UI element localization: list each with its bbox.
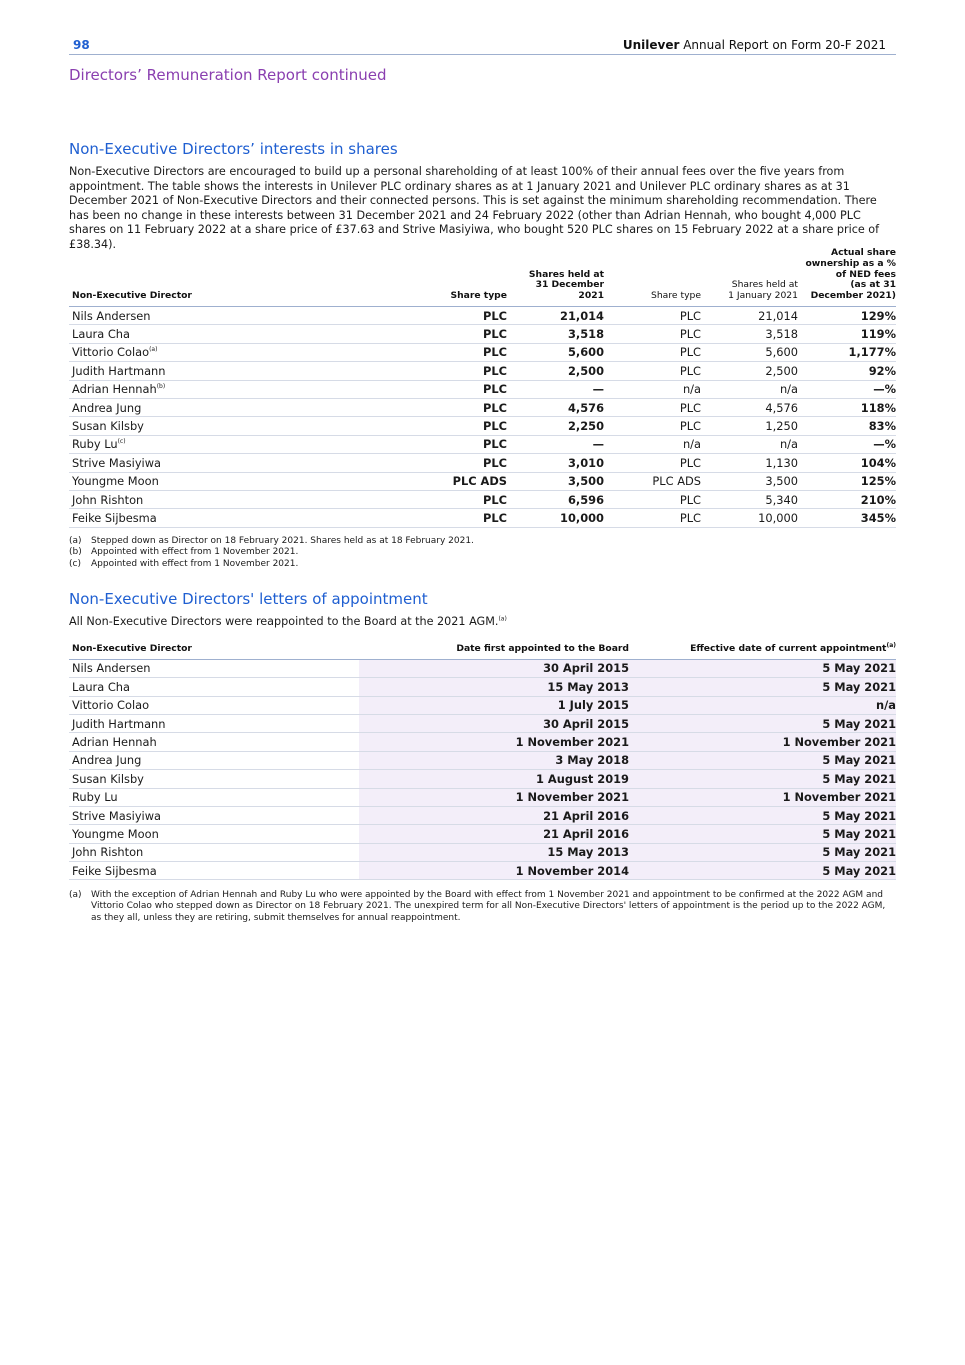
page-header [69,37,896,55]
shares-held-dec: 10,000 [507,509,604,527]
director-name: Susan Kilsby [69,770,359,788]
footnote-text: Stepped down as Director on 18 February 2021. Shares held as at 18 February 2021. [91,536,474,546]
director-name-cell [69,435,429,453]
shares-table-body [69,306,896,527]
page-number: 98 [73,38,90,52]
col-held-dec: Shares held at 31 December 2021 [528,268,604,302]
date-first-appointed: 21 April 2016 [359,825,629,843]
footnote-text: With the exception of Adrian Hennah and Ruby Lu who were appointed by the Board with effect from 1 November 2021 and appointment to be confirmed at the 2022 AGM and Vittorio Colao who stepped down as Director on 18 February 2021. The unexpired term for all Non-Executive Directors' letters of appointment is the period up to the 2022 AGM, as they all, unless they are retiring, submit themselves for annual reappointment. [91,890,886,923]
director-name: Strive Masiyiwa [72,455,162,470]
director-name: Vittorio Colao [69,696,359,714]
date-current-appointment: 5 May 2021 [629,659,896,677]
director-name-cell [69,380,429,398]
ownership-pct: —% [798,435,896,453]
col-current-appointment: Effective date of current appointment$^{(a)}$ [690,641,896,654]
share-type-dec: PLC [429,509,507,527]
date-first-appointed: 1 August 2019 [359,770,629,788]
table-row [69,843,896,861]
director-name-cell [69,343,429,361]
share-type-dec: PLC [429,325,507,343]
share-type-jan: PLC [604,454,701,472]
date-first-appointed: 1 November 2021 [359,788,629,806]
col-director: Non-Executive Director [72,290,192,302]
shares-footnotes [69,536,896,570]
share-type-dec: PLC [429,454,507,472]
date-first-appointed: 30 April 2015 [359,714,629,732]
footnote [69,547,896,558]
shares-held-dec: 2,250 [507,417,604,435]
shares-intro [69,165,896,253]
director-name: John Rishton [72,492,144,507]
director-name: Laura Cha [72,327,130,342]
shares-held-dec: 2,500 [507,362,604,380]
date-current-appointment: 5 May 2021 [629,806,896,824]
director-name: Adrian Hennah [69,733,359,751]
footnote [69,890,896,924]
director-name: Susan Kilsby [72,419,144,434]
director-name: John Rishton [69,843,359,861]
footnote-key: (a) [69,536,82,546]
date-current-appointment: 5 May 2021 [629,770,896,788]
share-type-dec: PLC [429,398,507,416]
shares-held-dec: 4,576 [507,398,604,416]
date-first-appointed: 21 April 2016 [359,806,629,824]
table-row [69,696,896,714]
footnote-marker: (b) [156,383,166,391]
share-type-dec: PLC [429,380,507,398]
document-title-rest: Annual Report on Form 20-F 2021 [679,38,886,52]
director-name-cell [69,490,429,508]
date-first-appointed: 3 May 2018 [359,751,629,769]
date-first-appointed: 1 November 2021 [359,733,629,751]
date-current-appointment: 5 May 2021 [629,714,896,732]
table-row [69,806,896,824]
ownership-pct: 125% [798,472,896,490]
date-first-appointed: 1 November 2014 [359,862,629,880]
shares-held-jan: n/a [701,380,798,398]
date-current-appointment: n/a [629,696,896,714]
director-name: Nils Andersen [69,659,359,677]
date-current-appointment: 5 May 2021 [629,751,896,769]
footnote-key: (c) [69,558,81,569]
footnote-text: Appointed with effect from 1 November 2021. [91,558,299,569]
table-row [69,490,896,508]
director-name: Adrian Hennah [72,382,157,397]
col-letters-director: Non-Executive Director [72,643,192,654]
director-name-cell [69,325,429,343]
footnote-marker: (c) [117,438,126,446]
share-type-jan: PLC [604,362,701,380]
table-row [69,472,896,490]
table-row [69,678,896,696]
shares-held-jan: 3,500 [701,472,798,490]
shares-held-jan: 1,250 [701,417,798,435]
date-current-appointment: 5 May 2021 [629,678,896,696]
share-type-jan: PLC ADS [604,472,701,490]
share-type-dec: PLC [429,435,507,453]
share-type-dec: PLC [429,343,507,361]
share-type-dec: PLC [429,417,507,435]
date-first-appointed: 15 May 2013 [359,843,629,861]
letters-intro-text: All Non-Executive Directors were reappointed to the Board at the 2021 AGM. [69,615,499,628]
ownership-pct: 83% [798,417,896,435]
date-current-appointment: 1 November 2021 [629,733,896,751]
letters-table-header [69,644,896,659]
letters-intro-note: (a) [498,615,507,623]
director-name: Judith Hartmann [69,714,359,732]
director-name: Judith Hartmann [72,363,166,378]
table-row [69,343,896,361]
footnote-key: (a) [69,890,82,900]
share-type-dec: PLC [429,306,507,324]
shares-held-jan: 10,000 [701,509,798,527]
table-row [69,398,896,416]
shares-held-jan: 1,130 [701,454,798,472]
director-name: Laura Cha [69,678,359,696]
share-type-jan: PLC [604,398,701,416]
shares-held-jan: 3,518 [701,325,798,343]
table-row [69,362,896,380]
table-row [69,417,896,435]
letters-table-body [69,659,896,880]
table-row [69,306,896,324]
share-type-dec: PLC ADS [429,472,507,490]
col-held-jan: Shares held at 1 January 2021 [728,279,798,302]
shares-held-jan: 21,014 [701,306,798,324]
shares-held-dec: — [507,435,604,453]
section-title: Directors’ Remuneration Report continued [69,66,387,84]
footnote-text: Appointed with effect from 1 November 2021. [91,547,299,558]
ownership-pct: 92% [798,362,896,380]
director-name-cell [69,362,429,380]
shares-held-jan: 5,600 [701,343,798,361]
date-first-appointed: 1 July 2015 [359,696,629,714]
footnote-marker: (a) [149,346,158,354]
ownership-pct: 119% [798,325,896,343]
date-first-appointed: 15 May 2013 [359,678,629,696]
brand-name: Unilever [622,38,680,52]
director-name-cell [69,417,429,435]
shares-held-jan: 2,500 [701,362,798,380]
table-row [69,733,896,751]
ownership-pct: 118% [798,398,896,416]
share-type-jan: PLC [604,306,701,324]
director-name: Ruby Lu [69,788,359,806]
shares-heading: Non-Executive Directors’ interests in shares [69,140,398,158]
letters-footnotes [69,890,896,924]
date-current-appointment: 5 May 2021 [629,843,896,861]
director-name-cell [69,509,429,527]
shares-table-header [69,248,896,306]
shares-held-dec: 3,518 [507,325,604,343]
table-row [69,825,896,843]
director-name: Vittorio Colao [72,345,150,360]
ownership-pct: 104% [798,454,896,472]
share-type-dec: PLC [429,362,507,380]
share-type-jan: PLC [604,325,701,343]
director-name: Youngme Moon [72,474,159,489]
shares-intro-text: Non-Executive Directors are encouraged to build up a personal shareholding of at least 100% of their annual fees over the five years from appointment. The table shows the interests in Unilever PLC ordinary shares as at 1 January 2021 and Unilever PLC ordinary shares as at 31 December 2021 of Non-Executive Directors and their connected persons. This is set against the minimum shareholding recommendation. There has been no change in these interests between 31 December 2021 and 24 February 2022 (other than Adrian Hennah, who bought 4,000 PLC shares on 11 February 2022 at a share price of £37.63 and Strive Masiyiwa, who bought 520 PLC shares on 15 February 2022 at a share price of £38.34). [69,165,880,251]
director-name-cell [69,306,429,324]
share-type-jan: PLC [604,490,701,508]
share-type-jan: PLC [604,343,701,361]
date-current-appointment: 5 May 2021 [629,825,896,843]
shares-table [69,248,896,528]
date-current-appointment: 5 May 2021 [629,862,896,880]
shares-held-dec: 21,014 [507,306,604,324]
col-first-appointed: Date first appointed to the Board [456,643,629,654]
document-title [623,38,886,52]
share-type-jan: n/a [604,380,701,398]
director-name-cell [69,472,429,490]
footnote [69,536,896,547]
director-name: Strive Masiyiwa [69,806,359,824]
director-name: Feike Sijbesma [72,510,157,525]
director-name-cell [69,454,429,472]
director-name: Nils Andersen [72,308,151,323]
shares-held-jan: n/a [701,435,798,453]
table-row [69,770,896,788]
letters-intro [69,615,507,628]
share-type-jan: PLC [604,509,701,527]
ownership-pct: 129% [798,306,896,324]
director-name: Andrea Jung [72,400,142,415]
table-row [69,454,896,472]
date-first-appointed: 30 April 2015 [359,659,629,677]
shares-held-dec: 3,500 [507,472,604,490]
table-row [69,788,896,806]
table-row [69,751,896,769]
table-row [69,659,896,677]
shares-held-dec: — [507,380,604,398]
table-row [69,509,896,527]
col-share-type-jan: Share type [651,290,701,302]
footnote-key: (b) [69,547,82,558]
ownership-pct: 1,177% [798,343,896,361]
col-ownership-pct: Actual share ownership as a % of NED fees (as at 31 December 2021) [805,247,896,302]
director-name: Ruby Lu [72,437,118,452]
table-row [69,325,896,343]
footnote [69,559,896,570]
col-share-type-dec: Share type [450,290,507,302]
shares-held-dec: 5,600 [507,343,604,361]
table-row [69,380,896,398]
director-name-cell [69,398,429,416]
director-name: Youngme Moon [69,825,359,843]
letters-heading: Non-Executive Directors' letters of appointment [69,590,428,608]
table-row [69,435,896,453]
share-type-dec: PLC [429,490,507,508]
date-current-appointment: 1 November 2021 [629,788,896,806]
shares-held-dec: 3,010 [507,454,604,472]
share-type-jan: n/a [604,435,701,453]
ownership-pct: 210% [798,490,896,508]
director-name: Feike Sijbesma [69,862,359,880]
shares-held-dec: 6,596 [507,490,604,508]
shares-held-jan: 4,576 [701,398,798,416]
table-row [69,714,896,732]
director-name: Andrea Jung [69,751,359,769]
ownership-pct: —% [798,380,896,398]
shares-held-jan: 5,340 [701,490,798,508]
letters-table [69,641,896,880]
table-row [69,862,896,880]
ownership-pct: 345% [798,509,896,527]
share-type-jan: PLC [604,417,701,435]
